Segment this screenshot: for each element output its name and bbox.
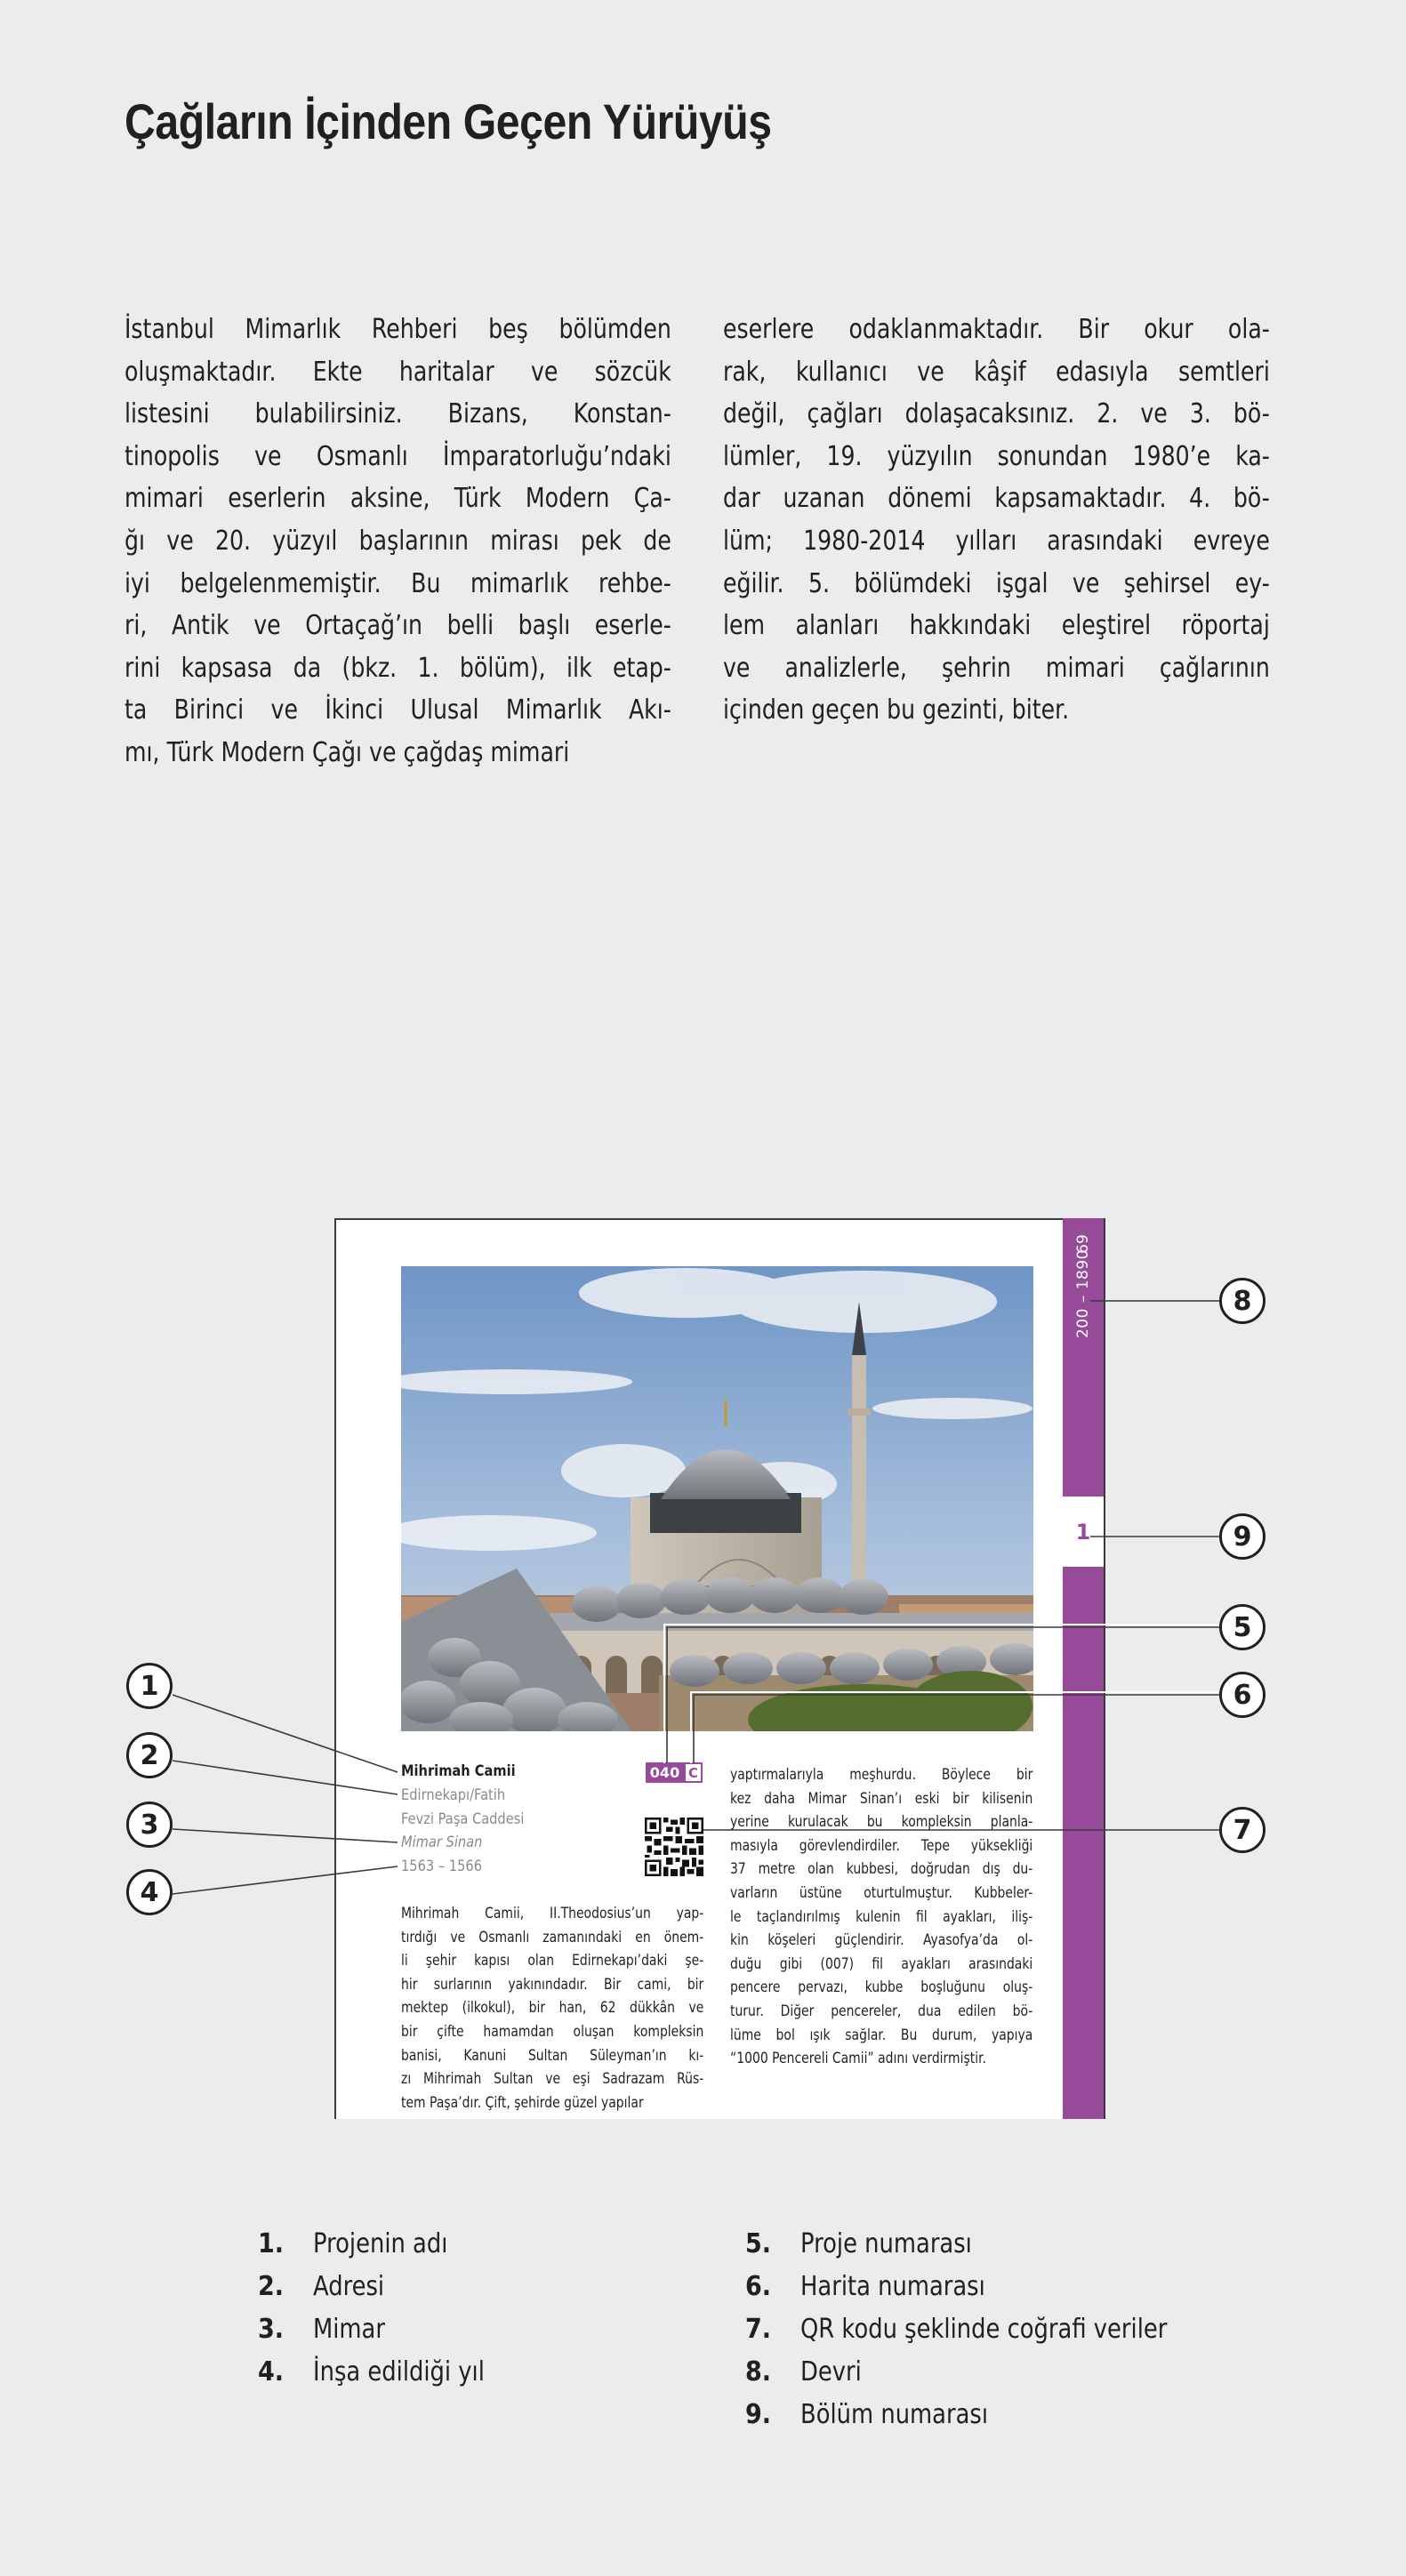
legend-label: Proje numarası	[800, 2228, 972, 2259]
entry-text-line: banisi, Kanuni Sultan Süleyman’ın kı-	[401, 2046, 704, 2065]
entry-text-line: masıyla görevlendirdiler. Tepe yüksekliği	[730, 1836, 1033, 1855]
intro-text-line: değil, çağları dolaşacaksınız. 2. ve 3. bö-	[723, 398, 1270, 430]
legend-label: QR kodu şeklinde coğrafi veriler	[800, 2314, 1168, 2345]
intro-text-line: lem alanları hakkındaki eleştirel röportaj	[723, 610, 1270, 642]
project-number-badge: 040	[646, 1762, 684, 1783]
entry-text-line: yaptırmalarıyla meşhurdu. Böylece bir	[730, 1766, 1033, 1784]
entry-text-line: kin köşeleri güçlendirir. Ayasofya’da ol-	[730, 1931, 1033, 1950]
entry-text-line: Mihrimah Camii, II.Theodosius’un yap-	[401, 1905, 704, 1922]
entry-text-line: zı Mihrimah Sultan ve eşi Sadrazam Rüs-	[401, 2070, 704, 2089]
intro-text-line: listesini bulabilirsiniz. Bizans, Konstan-	[125, 398, 671, 430]
intro-text-line: tinopolis ve Osmanlı İmparatorluğu’ndaki	[125, 440, 671, 472]
legend-label: Mimar	[313, 2314, 385, 2345]
mosque-photo	[401, 1266, 1033, 1731]
legend-item	[258, 2223, 512, 2266]
intro-text-line: mı, Türk Modern Çağı ve çağdaş mimari	[125, 736, 570, 768]
legend-label: İnşa edildiği yıl	[313, 2356, 485, 2387]
legend-number: 3.	[258, 2314, 285, 2345]
intro-text-line: ğı ve 20. yüzyıl başlarının mirası pek de	[125, 525, 671, 557]
intro-column-left	[125, 309, 671, 774]
project-address-street: Fevzi Paşa Caddesi	[401, 1810, 525, 1828]
intro-text-line: oluşmaktadır. Ekte haritalar ve sözcük	[125, 356, 671, 388]
legend-item	[258, 2308, 512, 2351]
legend-item	[745, 2266, 1226, 2308]
callout-2: 2	[126, 1732, 173, 1778]
callout-6: 6	[1219, 1672, 1265, 1718]
legend-left-column	[258, 2223, 512, 2394]
period-text: 200 – 1890	[1074, 1248, 1092, 1339]
entry-text-column-1	[401, 1902, 703, 2115]
entry-text-line: lüme bol ışık sağlar. Bu durum, yapıya	[730, 2026, 1033, 2044]
entry-text-line: bir çifte hamamdan oluşan kompleksin	[401, 2022, 704, 2041]
intro-text-line: eserlere odaklanmaktadır. Bir okur ola-	[723, 314, 1270, 345]
legend-number: 9.	[745, 2399, 772, 2430]
entry-text-line: “1000 Pencereli Camii” adını verdirmiştir.	[730, 2050, 986, 2068]
legend-right-column	[745, 2223, 1226, 2436]
intro-text-line: ri, Antik ve Ortaçağ’ın belli başlı eserle-	[125, 610, 671, 642]
project-architect: Mimar Sinan	[401, 1834, 483, 1851]
entry-text-line: tırdığı ve Osmanlı zamanındaki en önem-	[401, 1928, 704, 1946]
legend-item	[745, 2223, 1226, 2266]
callout-9: 9	[1219, 1513, 1265, 1560]
entry-text-line: yerine kurulacak bu kompleksin planla-	[730, 1813, 1033, 1832]
intro-text-line: İstanbul Mimarlık Rehberi beş bölümden	[125, 314, 671, 345]
project-years: 1563 – 1566	[401, 1858, 483, 1875]
intro-text-line: içinden geçen bu gezinti, biter.	[723, 694, 1070, 726]
entry-text-line: le taçlandırılmış kulenin fil ayakları, iliş-	[730, 1907, 1033, 1926]
callout-7: 7	[1219, 1807, 1265, 1853]
intro-text-line: mimari eserlerin aksine, Türk Modern Ça-	[125, 483, 671, 515]
entry-text-line: hir surlarının yakınındadır. Bir cami, bir	[401, 1975, 704, 1994]
entry-text-line: varların üstüne oturtulmuştur. Kubbeler-	[730, 1883, 1033, 1902]
entry-text-column-2	[730, 1763, 1032, 2071]
period-label	[1067, 1232, 1099, 1356]
callout-5: 5	[1219, 1604, 1265, 1650]
page-number-text: 69	[1074, 1234, 1092, 1254]
intro-column-right	[723, 309, 1270, 732]
legend-label: Projenin adı	[313, 2228, 448, 2259]
page-title: Çağların İçinden Geçen Yürüyüş	[125, 93, 772, 149]
legend-label: Harita numarası	[800, 2271, 985, 2302]
intro-text-line: eğilir. 5. bölümdeki işgal ve şehirsel ey-	[723, 567, 1270, 599]
intro-text-line: rak, kullanıcı ve kâşif edasıyla semtleri	[723, 356, 1270, 388]
legend-number: 8.	[745, 2356, 772, 2387]
intro-text-line: ve analizlerle, şehrin mimari çağlarının	[723, 652, 1270, 684]
entry-text-line: duğu gibi (007) fil ayakları arasındaki	[730, 1954, 1033, 1973]
legend-item	[745, 2351, 1226, 2394]
legend-number: 7.	[745, 2314, 772, 2345]
callout-4: 4	[126, 1869, 173, 1915]
legend-number: 2.	[258, 2271, 285, 2302]
callout-8: 8	[1219, 1278, 1265, 1324]
chapter-number-tab: 1	[1063, 1497, 1104, 1567]
legend-label: Adresi	[313, 2271, 385, 2302]
intro-text-line: lümler, 19. yüzyılın sonundan 1980’e ka-	[723, 440, 1270, 472]
entry-text-line: pencere pervazı, kubbe boşluğunu oluş-	[730, 1978, 1033, 1997]
intro-text-line: dar uzanan dönemi kapsamaktadır. 4. bö-	[723, 483, 1270, 515]
legend-number: 5.	[745, 2228, 772, 2259]
map-number-badge: C	[684, 1762, 703, 1783]
legend-number: 4.	[258, 2356, 285, 2387]
project-address-district: Edirnekapı/Fatih	[401, 1786, 506, 1804]
legend-number: 6.	[745, 2271, 772, 2302]
intro-text-line: rini kapsasa da (bkz. 1. bölüm), ilk etap-	[125, 652, 671, 684]
entry-text-line: mektep (ilkokul), bir han, 62 dükkân ve	[401, 1999, 704, 2018]
legend-item	[745, 2308, 1226, 2351]
legend-item	[258, 2266, 512, 2308]
legend-item	[745, 2394, 1226, 2436]
intro-text-line: lüm; 1980-2014 yılları arasındaki evreye	[723, 525, 1270, 557]
legend-label: Bölüm numarası	[800, 2399, 989, 2430]
entry-text-line: tem Paşa’dır. Çift, şehirde güzel yapılar	[401, 2093, 644, 2112]
entry-text-line: li şehir kapısı olan Edirnekapı’daki şe-	[401, 1952, 704, 1970]
qr-code-icon	[645, 1818, 703, 1876]
intro-text-line: ta Birinci ve İkinci Ulusal Mimarlık Akı-	[125, 694, 671, 726]
entry-text-line: 37 metre olan kubbesi, doğrudan dış du-	[730, 1860, 1033, 1879]
legend-label: Devri	[800, 2356, 862, 2387]
project-name: Mihrimah Camii	[401, 1762, 516, 1780]
callout-3: 3	[126, 1802, 173, 1848]
legend-number: 1.	[258, 2228, 285, 2259]
intro-text-line: iyi belgelenmemiştir. Bu mimarlık rehbe-	[125, 567, 671, 599]
mosque-photo-illustration	[401, 1266, 1033, 1731]
entry-text-line: kez daha Mimar Sinan’ı eski bir kilisenin	[730, 1789, 1033, 1808]
entry-text-line: turur. Diğer pencereler, dua edilen bö-	[730, 2002, 1033, 2020]
legend-item	[258, 2351, 512, 2394]
callout-1: 1	[126, 1663, 173, 1709]
